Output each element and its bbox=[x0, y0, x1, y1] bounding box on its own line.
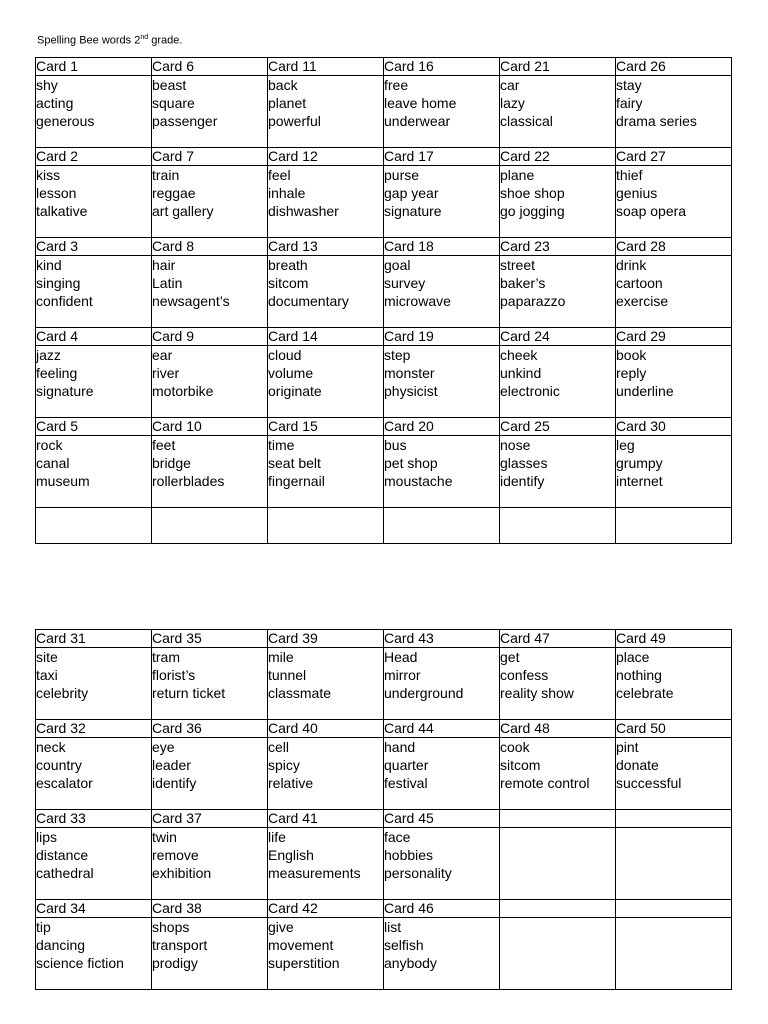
card-word: purse bbox=[384, 167, 420, 183]
card-word: underwear bbox=[384, 113, 451, 129]
card-word: lesson bbox=[36, 185, 77, 201]
card-word: donate bbox=[616, 757, 659, 773]
cards-table-2 bbox=[35, 629, 732, 990]
card-words bbox=[500, 648, 616, 720]
card-word: nothing bbox=[616, 667, 662, 683]
title-superscript: nd bbox=[140, 34, 149, 41]
card-label: Card 28 bbox=[616, 238, 732, 256]
card-word: transport bbox=[152, 937, 208, 953]
card-word: fairy bbox=[616, 95, 643, 111]
card-label: Card 9 bbox=[152, 328, 268, 346]
card-word: personality bbox=[384, 865, 452, 881]
card-label bbox=[616, 900, 732, 918]
card-word: back bbox=[268, 77, 298, 93]
card-word: baker’s bbox=[500, 275, 546, 291]
card-label: Card 3 bbox=[36, 238, 152, 256]
card-label: Card 12 bbox=[268, 148, 384, 166]
card-word: gap year bbox=[384, 185, 439, 201]
card-label: Card 15 bbox=[268, 418, 384, 436]
empty-cell bbox=[152, 508, 268, 544]
card-label: Card 38 bbox=[152, 900, 268, 918]
card-word: neck bbox=[36, 739, 66, 755]
card-word: rollerblades bbox=[152, 473, 225, 489]
card-header-row bbox=[36, 238, 732, 256]
card-words bbox=[500, 918, 616, 990]
card-words-row bbox=[36, 166, 732, 238]
card-word: measurements bbox=[268, 865, 361, 881]
title-text-end: grade. bbox=[148, 34, 183, 47]
title-text: Spelling Bee words 2 bbox=[37, 34, 141, 47]
card-words bbox=[152, 648, 268, 720]
card-word: cell bbox=[268, 739, 290, 755]
card-word: ear bbox=[152, 347, 173, 363]
card-word: drink bbox=[616, 257, 647, 273]
card-label bbox=[500, 900, 616, 918]
card-word: mirror bbox=[384, 667, 421, 683]
card-header-row bbox=[36, 720, 732, 738]
card-words bbox=[268, 648, 384, 720]
card-word: identify bbox=[500, 473, 545, 489]
card-word: river bbox=[152, 365, 180, 381]
card-word: place bbox=[616, 649, 650, 665]
card-word: country bbox=[36, 757, 82, 773]
card-words bbox=[152, 738, 268, 810]
card-label: Card 4 bbox=[36, 328, 152, 346]
card-label: Card 37 bbox=[152, 810, 268, 828]
card-label: Card 8 bbox=[152, 238, 268, 256]
card-word: site bbox=[36, 649, 58, 665]
card-word: spicy bbox=[268, 757, 300, 773]
card-header-row bbox=[36, 810, 732, 828]
card-words bbox=[616, 76, 732, 148]
card-word: classical bbox=[500, 113, 553, 129]
card-words bbox=[384, 738, 500, 810]
card-word: celebrity bbox=[36, 685, 89, 701]
card-label: Card 21 bbox=[500, 58, 616, 76]
card-words bbox=[500, 738, 616, 810]
card-words bbox=[152, 436, 268, 508]
card-words bbox=[268, 436, 384, 508]
card-label: Card 35 bbox=[152, 630, 268, 648]
card-words bbox=[152, 166, 268, 238]
card-word: tram bbox=[152, 649, 180, 665]
card-words bbox=[268, 256, 384, 328]
card-word: distance bbox=[36, 847, 89, 863]
card-words bbox=[500, 828, 616, 900]
card-word: leave home bbox=[384, 95, 457, 111]
card-label: Card 41 bbox=[268, 810, 384, 828]
card-label: Card 2 bbox=[36, 148, 152, 166]
card-words bbox=[152, 256, 268, 328]
card-word: shoe shop bbox=[500, 185, 565, 201]
card-words bbox=[152, 828, 268, 900]
card-words bbox=[500, 166, 616, 238]
card-word: canal bbox=[36, 455, 70, 471]
card-word: selfish bbox=[384, 937, 424, 953]
card-word: Head bbox=[384, 649, 418, 665]
card-label: Card 34 bbox=[36, 900, 152, 918]
card-word: tip bbox=[36, 919, 51, 935]
card-words-row bbox=[36, 828, 732, 900]
card-words bbox=[152, 76, 268, 148]
card-word: kiss bbox=[36, 167, 61, 183]
card-label bbox=[500, 810, 616, 828]
card-label: Card 50 bbox=[616, 720, 732, 738]
card-words bbox=[36, 166, 152, 238]
card-label: Card 26 bbox=[616, 58, 732, 76]
card-word: exercise bbox=[616, 293, 669, 309]
card-word: bus bbox=[384, 437, 407, 453]
card-label: Card 13 bbox=[268, 238, 384, 256]
card-word: fingernail bbox=[268, 473, 325, 489]
card-word: life bbox=[268, 829, 286, 845]
card-word: reggae bbox=[152, 185, 196, 201]
card-words bbox=[268, 828, 384, 900]
card-word: lazy bbox=[500, 95, 525, 111]
card-label: Card 47 bbox=[500, 630, 616, 648]
card-label: Card 11 bbox=[268, 58, 384, 76]
card-word: internet bbox=[616, 473, 663, 489]
card-words bbox=[616, 256, 732, 328]
card-label: Card 40 bbox=[268, 720, 384, 738]
card-word: book bbox=[616, 347, 647, 363]
card-word: reality show bbox=[500, 685, 574, 701]
card-word: train bbox=[152, 167, 180, 183]
card-word: hobbies bbox=[384, 847, 434, 863]
card-label: Card 22 bbox=[500, 148, 616, 166]
page-title bbox=[37, 34, 182, 47]
card-word: give bbox=[268, 919, 294, 935]
card-word: rock bbox=[36, 437, 63, 453]
card-label: Card 14 bbox=[268, 328, 384, 346]
card-words bbox=[384, 828, 500, 900]
card-word: monster bbox=[384, 365, 435, 381]
card-word: pint bbox=[616, 739, 639, 755]
card-word: museum bbox=[36, 473, 90, 489]
card-words bbox=[500, 256, 616, 328]
card-label: Card 29 bbox=[616, 328, 732, 346]
card-word: hair bbox=[152, 257, 176, 273]
card-word: stay bbox=[616, 77, 642, 93]
card-word: twin bbox=[152, 829, 177, 845]
card-words bbox=[36, 346, 152, 418]
card-words bbox=[152, 918, 268, 990]
card-word: eye bbox=[152, 739, 175, 755]
card-word: mile bbox=[268, 649, 294, 665]
card-word: cloud bbox=[268, 347, 302, 363]
card-label: Card 27 bbox=[616, 148, 732, 166]
card-word: relative bbox=[268, 775, 314, 791]
card-word: leg bbox=[616, 437, 635, 453]
card-label: Card 33 bbox=[36, 810, 152, 828]
card-word: quarter bbox=[384, 757, 429, 773]
card-words bbox=[384, 918, 500, 990]
card-word: underline bbox=[616, 383, 674, 399]
card-words-row bbox=[36, 918, 732, 990]
card-word: originate bbox=[268, 383, 322, 399]
card-word: planet bbox=[268, 95, 307, 111]
card-word: paparazzo bbox=[500, 293, 566, 309]
card-word: hand bbox=[384, 739, 416, 755]
card-label: Card 44 bbox=[384, 720, 500, 738]
card-word: motorbike bbox=[152, 383, 214, 399]
card-label: Card 43 bbox=[384, 630, 500, 648]
card-word: plane bbox=[500, 167, 535, 183]
card-word: free bbox=[384, 77, 409, 93]
card-word: thief bbox=[616, 167, 643, 183]
card-word: signature bbox=[384, 203, 442, 219]
card-word: reply bbox=[616, 365, 647, 381]
card-words-row bbox=[36, 648, 732, 720]
card-header-row bbox=[36, 630, 732, 648]
card-word: celebrate bbox=[616, 685, 674, 701]
card-word: superstition bbox=[268, 955, 340, 971]
card-word: shops bbox=[152, 919, 190, 935]
card-words bbox=[616, 346, 732, 418]
card-word: movement bbox=[268, 937, 334, 953]
card-word: newsagent’s bbox=[152, 293, 230, 309]
card-word: dancing bbox=[36, 937, 86, 953]
card-word: feeling bbox=[36, 365, 78, 381]
card-word: time bbox=[268, 437, 295, 453]
card-word: acting bbox=[36, 95, 74, 111]
card-word: shy bbox=[36, 77, 58, 93]
card-header-row bbox=[36, 148, 732, 166]
card-label: Card 39 bbox=[268, 630, 384, 648]
card-words bbox=[500, 346, 616, 418]
card-word: escalator bbox=[36, 775, 93, 791]
card-words bbox=[152, 346, 268, 418]
card-words bbox=[384, 76, 500, 148]
card-words bbox=[36, 436, 152, 508]
card-label: Card 48 bbox=[500, 720, 616, 738]
card-label: Card 19 bbox=[384, 328, 500, 346]
card-words bbox=[268, 346, 384, 418]
card-words bbox=[268, 738, 384, 810]
card-label: Card 5 bbox=[36, 418, 152, 436]
card-words bbox=[384, 256, 500, 328]
card-header-row bbox=[36, 58, 732, 76]
card-word: English bbox=[268, 847, 314, 863]
card-word: cathedral bbox=[36, 865, 94, 881]
card-word: florist’s bbox=[152, 667, 196, 683]
card-word: volume bbox=[268, 365, 314, 381]
empty-cell bbox=[384, 508, 500, 544]
card-words bbox=[384, 346, 500, 418]
card-word: signature bbox=[36, 383, 94, 399]
card-word: generous bbox=[36, 113, 95, 129]
card-label: Card 49 bbox=[616, 630, 732, 648]
card-words-row bbox=[36, 738, 732, 810]
card-word: goal bbox=[384, 257, 411, 273]
card-words bbox=[616, 166, 732, 238]
card-words bbox=[616, 738, 732, 810]
card-word: prodigy bbox=[152, 955, 198, 971]
card-word: moustache bbox=[384, 473, 453, 489]
card-word: feel bbox=[268, 167, 291, 183]
card-word: Latin bbox=[152, 275, 183, 291]
card-word: step bbox=[384, 347, 411, 363]
card-word: beast bbox=[152, 77, 187, 93]
card-word: feet bbox=[152, 437, 176, 453]
card-words bbox=[268, 918, 384, 990]
card-words bbox=[616, 648, 732, 720]
card-word: soap opera bbox=[616, 203, 687, 219]
card-word: street bbox=[500, 257, 536, 273]
card-word: square bbox=[152, 95, 195, 111]
empty-cell bbox=[500, 508, 616, 544]
card-word: drama series bbox=[616, 113, 697, 129]
card-word: electronic bbox=[500, 383, 560, 399]
card-label: Card 36 bbox=[152, 720, 268, 738]
card-word: singing bbox=[36, 275, 81, 291]
card-word: exhibition bbox=[152, 865, 212, 881]
card-word: taxi bbox=[36, 667, 58, 683]
card-word: powerful bbox=[268, 113, 321, 129]
card-word: unkind bbox=[500, 365, 542, 381]
card-words bbox=[36, 256, 152, 328]
card-word: car bbox=[500, 77, 520, 93]
card-label: Card 24 bbox=[500, 328, 616, 346]
card-label bbox=[616, 810, 732, 828]
card-label: Card 1 bbox=[36, 58, 152, 76]
card-label: Card 45 bbox=[384, 810, 500, 828]
card-word: underground bbox=[384, 685, 464, 701]
card-label: Card 17 bbox=[384, 148, 500, 166]
card-word: art gallery bbox=[152, 203, 214, 219]
card-label: Card 25 bbox=[500, 418, 616, 436]
card-words bbox=[36, 738, 152, 810]
card-word: dishwasher bbox=[268, 203, 339, 219]
card-word: go jogging bbox=[500, 203, 565, 219]
card-word: return ticket bbox=[152, 685, 226, 701]
card-label: Card 10 bbox=[152, 418, 268, 436]
card-word: confident bbox=[36, 293, 93, 309]
card-word: breath bbox=[268, 257, 308, 273]
card-word: inhale bbox=[268, 185, 306, 201]
card-header-row bbox=[36, 900, 732, 918]
card-header-row bbox=[36, 328, 732, 346]
card-word: physicist bbox=[384, 383, 438, 399]
card-word: confess bbox=[500, 667, 549, 683]
card-words bbox=[36, 648, 152, 720]
card-label: Card 7 bbox=[152, 148, 268, 166]
card-label: Card 42 bbox=[268, 900, 384, 918]
card-word: microwave bbox=[384, 293, 451, 309]
card-header-row bbox=[36, 418, 732, 436]
card-words-row bbox=[36, 256, 732, 328]
card-words bbox=[384, 166, 500, 238]
card-word: seat belt bbox=[268, 455, 321, 471]
card-label: Card 30 bbox=[616, 418, 732, 436]
card-label: Card 32 bbox=[36, 720, 152, 738]
card-label: Card 23 bbox=[500, 238, 616, 256]
card-words bbox=[36, 76, 152, 148]
card-word: remote control bbox=[500, 775, 590, 791]
card-words bbox=[36, 828, 152, 900]
empty-cell bbox=[616, 508, 732, 544]
empty-cell bbox=[268, 508, 384, 544]
empty-row bbox=[36, 508, 732, 544]
card-label: Card 46 bbox=[384, 900, 500, 918]
card-word: grumpy bbox=[616, 455, 663, 471]
card-words bbox=[616, 436, 732, 508]
card-words bbox=[616, 828, 732, 900]
card-word: passenger bbox=[152, 113, 218, 129]
card-word: face bbox=[384, 829, 411, 845]
card-word: leader bbox=[152, 757, 191, 773]
card-words bbox=[36, 918, 152, 990]
card-word: genius bbox=[616, 185, 658, 201]
card-word: nose bbox=[500, 437, 531, 453]
card-words bbox=[384, 648, 500, 720]
card-word: talkative bbox=[36, 203, 88, 219]
card-word: pet shop bbox=[384, 455, 438, 471]
card-label: Card 18 bbox=[384, 238, 500, 256]
card-word: kind bbox=[36, 257, 62, 273]
card-word: anybody bbox=[384, 955, 437, 971]
card-word: survey bbox=[384, 275, 426, 291]
card-word: get bbox=[500, 649, 520, 665]
card-word: tunnel bbox=[268, 667, 307, 683]
card-words-row bbox=[36, 436, 732, 508]
card-words bbox=[500, 436, 616, 508]
card-label: Card 31 bbox=[36, 630, 152, 648]
card-word: cartoon bbox=[616, 275, 663, 291]
card-word: festival bbox=[384, 775, 428, 791]
card-words-row bbox=[36, 76, 732, 148]
card-words-row bbox=[36, 346, 732, 418]
card-words bbox=[268, 76, 384, 148]
card-words bbox=[616, 918, 732, 990]
card-words bbox=[268, 166, 384, 238]
card-word: cheek bbox=[500, 347, 538, 363]
card-words bbox=[384, 436, 500, 508]
card-label: Card 16 bbox=[384, 58, 500, 76]
card-word: list bbox=[384, 919, 402, 935]
card-label: Card 6 bbox=[152, 58, 268, 76]
card-word: successful bbox=[616, 775, 682, 791]
card-word: identify bbox=[152, 775, 197, 791]
card-words bbox=[500, 76, 616, 148]
card-word: remove bbox=[152, 847, 199, 863]
card-word: jazz bbox=[36, 347, 61, 363]
card-word: sitcom bbox=[500, 757, 541, 773]
card-word: science fiction bbox=[36, 955, 124, 971]
card-word: cook bbox=[500, 739, 530, 755]
cards-table-1 bbox=[35, 57, 732, 544]
card-label: Card 20 bbox=[384, 418, 500, 436]
card-word: classmate bbox=[268, 685, 332, 701]
card-word: bridge bbox=[152, 455, 191, 471]
card-word: documentary bbox=[268, 293, 349, 309]
card-word: lips bbox=[36, 829, 58, 845]
empty-cell bbox=[36, 508, 152, 544]
card-word: glasses bbox=[500, 455, 548, 471]
card-word: sitcom bbox=[268, 275, 309, 291]
